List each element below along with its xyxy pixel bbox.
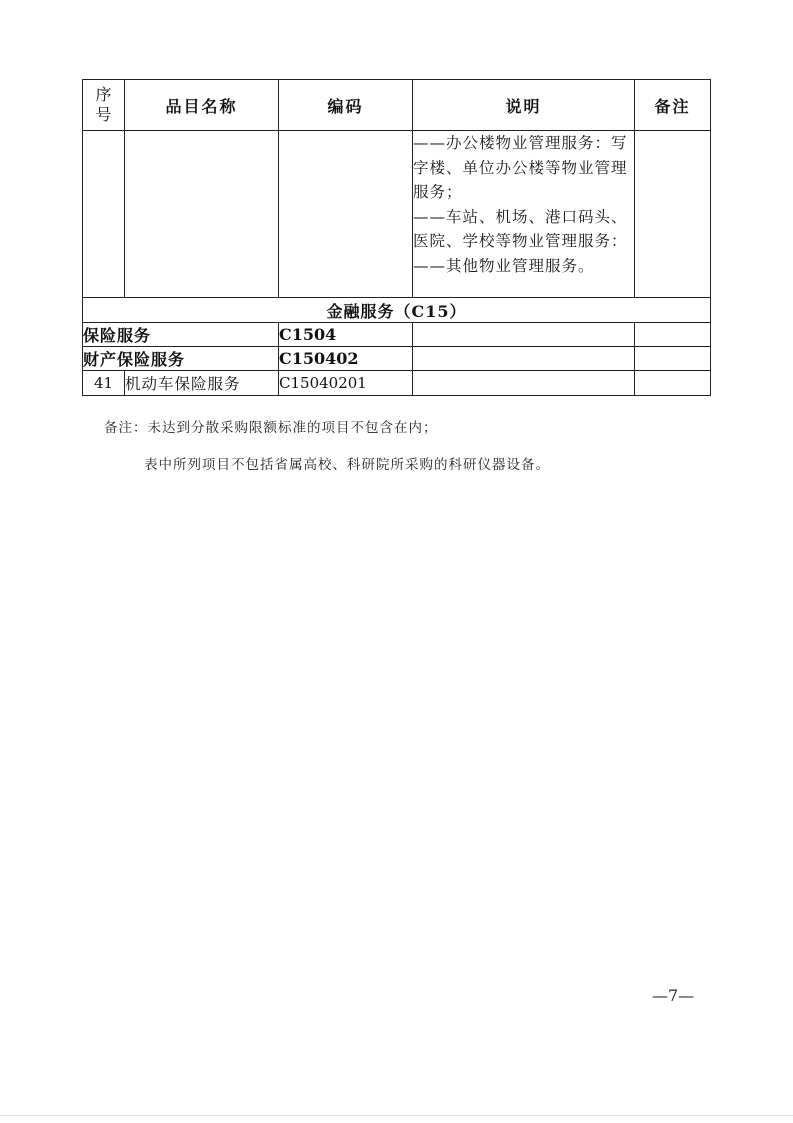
cell-description-empty xyxy=(413,371,635,396)
cell-name-empty xyxy=(125,131,279,298)
footnote-line: 备注：未达到分散采购限额标准的项目不包含在内； xyxy=(104,420,438,436)
header-item-name: 品目名称 xyxy=(125,80,279,131)
category-label: 保险服务 xyxy=(83,323,279,347)
header-code: 编码 xyxy=(279,80,413,131)
table-header-row xyxy=(83,80,711,131)
cell-note-empty xyxy=(635,371,711,396)
category-label: 财产保险服务 xyxy=(83,347,279,371)
footnote-line: 表中所列项目不包括省属高校、科研院所采购的科研仪器设备。 xyxy=(144,457,550,473)
header-seq-line2: 号 xyxy=(95,105,112,124)
item-code: C15040201 xyxy=(279,371,413,396)
cell-note-empty xyxy=(635,131,711,298)
table-row xyxy=(83,371,711,396)
category-row xyxy=(83,347,711,371)
cell-note-empty xyxy=(635,323,711,347)
table-row-continuation xyxy=(83,131,711,298)
desc-paragraph: ——车站、机场、港口码头、医院、学校等物业管理服务： xyxy=(413,207,628,250)
desc-paragraph: ——办公楼物业管理服务：写字楼、单位办公楼等物业管理服务； xyxy=(413,134,628,201)
category-code: C1504 xyxy=(279,323,413,347)
section-title: 金融服务（C15） xyxy=(83,298,711,323)
cell-seq-empty xyxy=(83,131,125,298)
cell-description xyxy=(413,131,635,298)
cell-description-empty xyxy=(413,323,635,347)
header-description: 说明 xyxy=(413,80,635,131)
page-number: —7— xyxy=(652,986,695,1005)
header-note: 备注 xyxy=(635,80,711,131)
section-header-row xyxy=(83,298,711,323)
category-code: C150402 xyxy=(279,347,413,371)
procurement-catalog-table xyxy=(82,79,711,396)
header-seq-line1: 序 xyxy=(95,85,112,104)
cell-note-empty xyxy=(635,347,711,371)
desc-paragraph: ——其他物业管理服务。 xyxy=(413,256,595,275)
cell-code-empty xyxy=(279,131,413,298)
item-name: 机动车保险服务 xyxy=(125,371,279,396)
header-seq xyxy=(83,80,125,131)
category-row xyxy=(83,323,711,347)
cell-description-empty xyxy=(413,347,635,371)
item-seq: 41 xyxy=(83,371,125,396)
page-edge-divider xyxy=(0,1115,793,1116)
